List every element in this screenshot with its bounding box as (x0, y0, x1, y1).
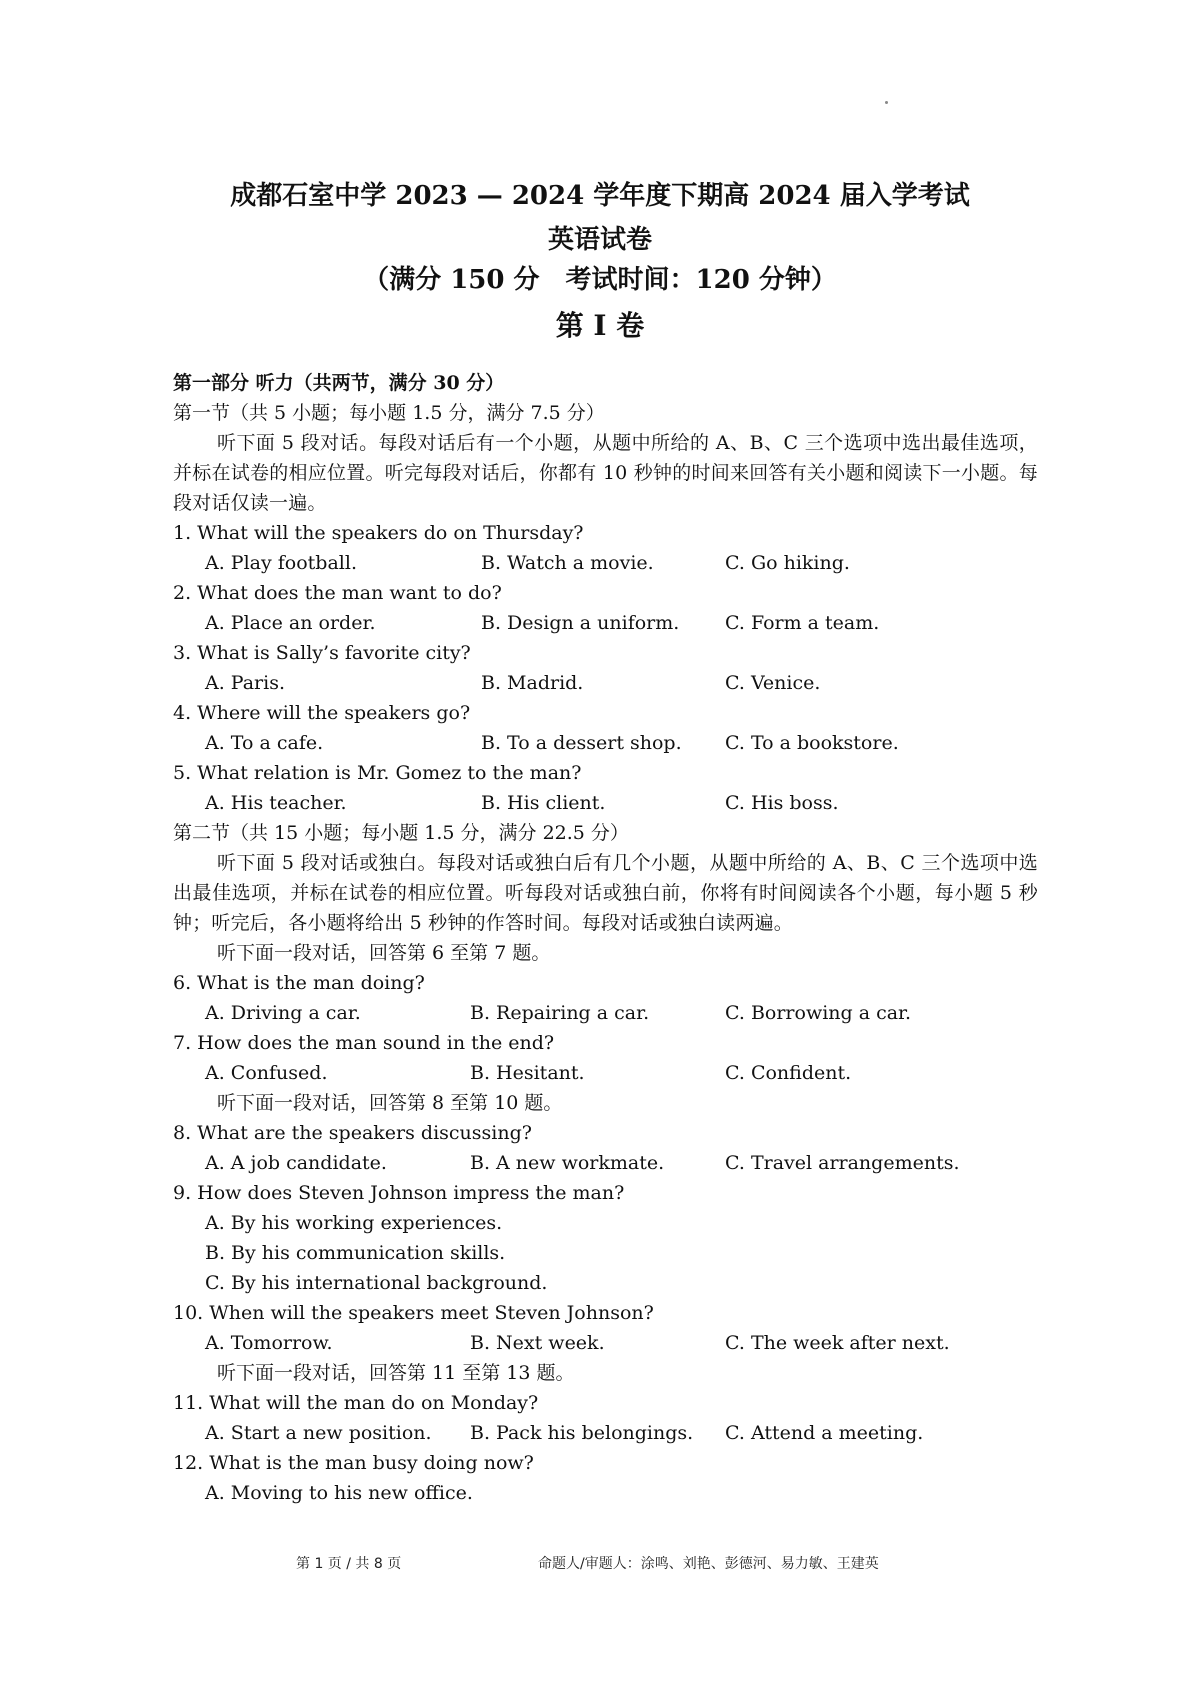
option-b: B. To a dessert shop. (481, 732, 682, 754)
section2-instructions: 听下面 5 段对话或独白。每段对话或独白后有几个小题，从题中所给的 A、B、C 三个选项中选出最佳选项，并标在试卷的相应位置。听每段对话或独白前，你将有时间阅读各个小题，每小题 5 秒钟；听完后，各小题将给出 5 秒钟的作答时间。每段对话或独白读两遍。 (173, 852, 1038, 934)
option-a: A. Place an order. (205, 612, 376, 634)
question-options (173, 998, 1038, 1028)
question-options (173, 1328, 1038, 1358)
option-c: C. Venice. (725, 672, 821, 694)
option-a: A. His teacher. (205, 792, 347, 814)
question-options (173, 668, 1038, 698)
option-a: A. To a cafe. (205, 732, 324, 754)
part1-heading: 第一部分 听力（共两节，满分 30 分） (173, 372, 505, 394)
option-b: B. Madrid. (481, 672, 584, 694)
option-c: C. By his international background. (205, 1272, 548, 1294)
question-stem: 3. What is Sally’s favorite city? (173, 642, 471, 664)
question-stem: 7. How does the man sound in the end? (173, 1032, 555, 1054)
question-stem: 6. What is the man doing? (173, 972, 425, 994)
option-a: A. Play football. (205, 552, 357, 574)
option-b: B. Design a uniform. (481, 612, 680, 634)
question-stem: 8. What are the speakers discussing? (173, 1122, 532, 1144)
option-c: C. Confident. (725, 1062, 852, 1084)
question-options (173, 1058, 1038, 1088)
question-stem: 12. What is the man busy doing now? (173, 1452, 534, 1474)
question-stem: 9. How does Steven Johnson impress the man? (173, 1182, 625, 1204)
question-stem: 11. What will the man do on Monday? (173, 1392, 539, 1414)
score-and-time: （满分 150 分 考试时间：120 分钟） (363, 265, 837, 295)
dialog-instruction: 听下面一段对话，回答第 11 至第 13 题。 (217, 1362, 575, 1384)
question-options (173, 548, 1038, 578)
option-b: B. Watch a movie. (481, 552, 654, 574)
option-a: A. Moving to his new office. (205, 1482, 473, 1504)
option-c: C. His boss. (725, 792, 839, 814)
option-b: B. His client. (481, 792, 606, 814)
question-options (173, 1418, 1038, 1448)
volume-title: 第 I 卷 (555, 309, 645, 342)
option-c: C. Travel arrangements. (725, 1152, 960, 1174)
question-stem: 1. What will the speakers do on Thursday? (173, 522, 584, 544)
option-b: B. By his communication skills. (205, 1242, 506, 1264)
option-b: B. Next week. (470, 1332, 605, 1354)
question-stem: 2. What does the man want to do? (173, 582, 502, 604)
option-a: A. Start a new position. (205, 1422, 432, 1444)
dialog-instruction: 听下面一段对话，回答第 6 至第 7 题。 (217, 942, 551, 964)
option-b: B. Hesitant. (470, 1062, 585, 1084)
exam-body (173, 368, 1038, 1508)
dialog-instruction: 听下面一段对话，回答第 8 至第 10 题。 (217, 1092, 563, 1114)
exam-subject: 英语试卷 (547, 225, 652, 255)
option-a: A. A job candidate. (205, 1152, 387, 1174)
option-b: B. Pack his belongings. (470, 1422, 694, 1444)
exam-header (0, 180, 1200, 348)
question-options (173, 608, 1038, 638)
option-b: B. A new workmate. (470, 1152, 665, 1174)
page-number: 第 1 页 / 共 8 页 (296, 1556, 402, 1572)
option-c: C. Attend a meeting. (725, 1422, 924, 1444)
question-options (173, 788, 1038, 818)
exam-title: 成都石室中学 2023 — 2024 学年度下期高 2024 届入学考试 (230, 181, 970, 211)
option-a: A. Tomorrow. (205, 1332, 333, 1354)
option-c: C. The week after next. (725, 1332, 950, 1354)
option-a: A. Paris. (205, 672, 286, 694)
option-a: A. Confused. (205, 1062, 328, 1084)
question-stem: 10. When will the speakers meet Steven Johnson? (173, 1302, 654, 1324)
option-c: C. Borrowing a car. (725, 1002, 912, 1024)
section1-heading: 第一节（共 5 小题；每小题 1.5 分，满分 7.5 分） (173, 402, 605, 424)
option-b: B. Repairing a car. (470, 1002, 650, 1024)
section2-heading: 第二节（共 15 小题；每小题 1.5 分，满分 22.5 分） (173, 822, 629, 844)
question-options (173, 1148, 1038, 1178)
option-a: A. Driving a car. (205, 1002, 361, 1024)
question-stem: 5. What relation is Mr. Gomez to the man? (173, 762, 582, 784)
authors: 命题人/审题人：涂鸣、刘艳、彭德河、易力敏、王建英 (538, 1556, 879, 1572)
option-c: C. Go hiking. (725, 552, 850, 574)
option-c: C. To a bookstore. (725, 732, 899, 754)
option-c: C. Form a team. (725, 612, 880, 634)
section1-instructions: 听下面 5 段对话。每段对话后有一个小题，从题中所给的 A、B、C 三个选项中选出最佳选项，并标在试卷的相应位置。听完每段对话后，你都有 10 秒钟的时间来回答有关小题和阅读下一小题。每段对话仅读一遍。 (173, 432, 1038, 514)
scan-dot (885, 101, 888, 104)
option-a: A. By his working experiences. (205, 1212, 503, 1234)
question-stem: 4. Where will the speakers go? (173, 702, 471, 724)
question-options (173, 728, 1038, 758)
